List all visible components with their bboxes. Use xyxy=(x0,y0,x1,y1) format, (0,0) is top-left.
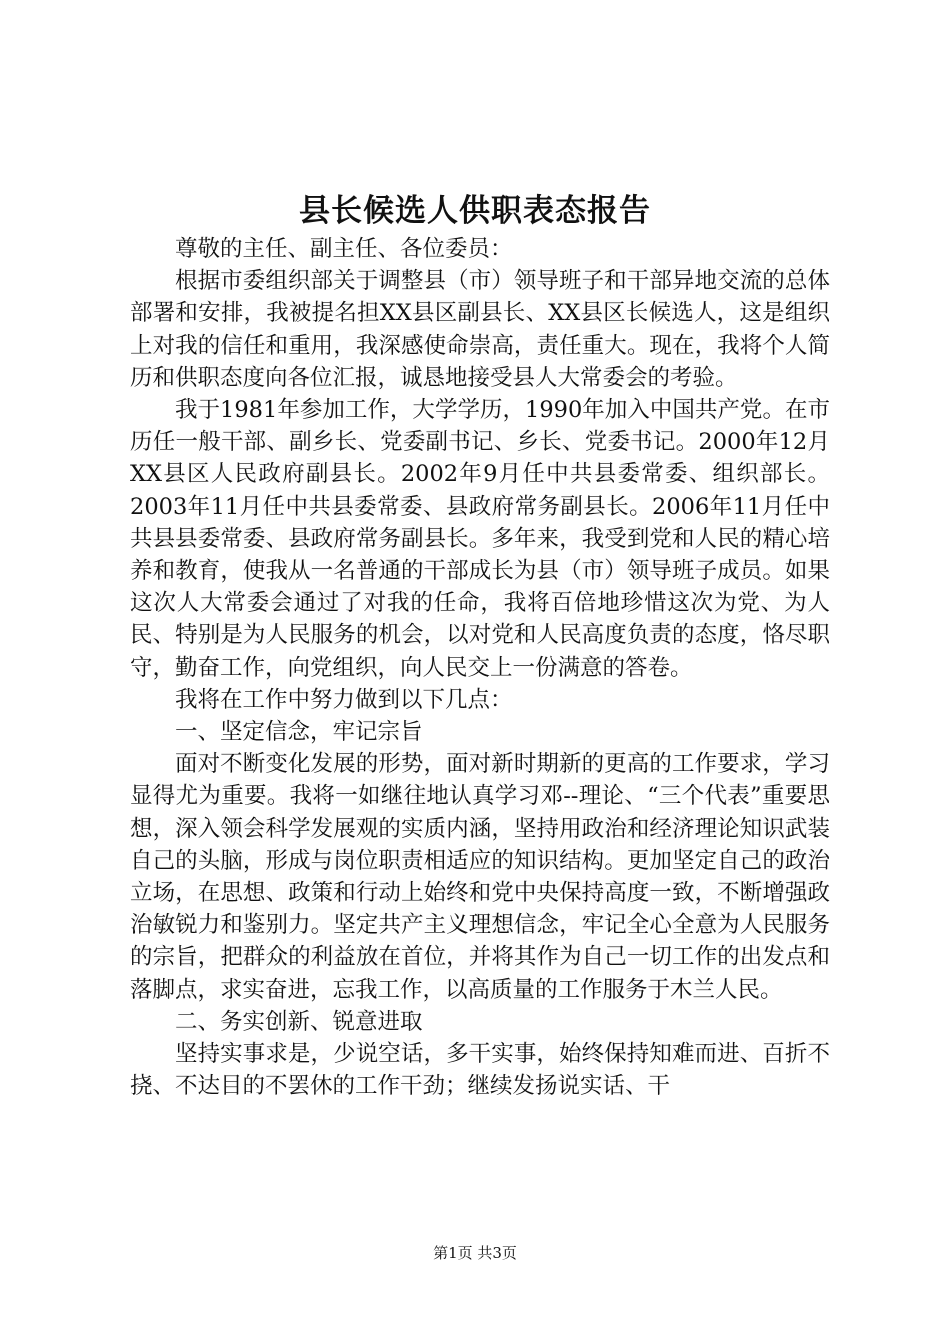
section-heading-2: 二、务实创新、锐意进取 xyxy=(175,1008,423,1035)
salutation: 尊敬的主任、副主任、各位委员： xyxy=(175,236,513,262)
page-footer: 第1页 共3页 xyxy=(433,1244,517,1262)
paragraph-section-2: 坚持实事求是，少说空话，多干实事，始终保持知难而进、百折不挠、不达目的不罢休的工作干劲；继续发扬说实话、干 xyxy=(130,1041,830,1100)
paragraph-intro: 根据市委组织部关于调整县（市）领导班子和干部异地交流的总体部署和安排，我被提名担XX县区副县长、XX县区长候选人，这是组织上对我的信任和重用，我深感使命崇高，责任重大。现在，我将个人简历和供职态度向各位汇报，诚恳地接受县人大常委会的考验。 xyxy=(130,268,830,391)
paragraph-pledge-intro: 我将在工作中努力做到以下几点： xyxy=(175,686,513,713)
document-body xyxy=(130,233,830,1102)
document-title: 县长候选人供职表态报告 xyxy=(299,193,651,229)
paragraph-section-1: 面对不断变化发展的形势，面对新时期新的更高的工作要求，学习显得尤为重要。我将一如继往地认真学习邓--理论、“三个代表”重要思想，深入领会科学发展观的实质内涵，坚持用政治和经济理论知识武装自己的头脑，形成与岗位职责相适应的知识结构。更加坚定自己的政治立场，在思想、政策和行动上始终和党中央保持高度一致，不断增强政治敏锐力和鉴别力。坚定共产主义理想信念，牢记全心全意为人民服务的宗旨，把群众的利益放在首位，并将其作为自己一切工作的出发点和落脚点，求实奋进，忘我工作，以高质量的工作服务于木兰人民。 xyxy=(130,751,830,1003)
section-heading-1: 一、坚定信念，牢记宗旨 xyxy=(175,719,423,746)
paragraph-resume: 我于1981年参加工作，大学学历，1990年加入中国共产党。在市历任一般干部、副乡长、党委副书记、乡长、党委书记。2000年12月XX县区人民政府副县长。2002年9月任中共县委常委、组织部长。2003年11月任中共县委常委、县政府常务副县长。2006年11月任中共县县委常委、县政府常务副县长。多年来，我受到党和人民的精心培养和教育，使我从一名普通的干部成长为县（市）领导班子成员。如果这次人大常委会通过了对我的任命，我将百倍地珍惜这次为党、为人民、特别是为人民服务的机会，以对党和人民高度负责的态度，恪尽职守，勤奋工作，向党组织，向人民交上一份满意的答卷。 xyxy=(130,397,830,681)
